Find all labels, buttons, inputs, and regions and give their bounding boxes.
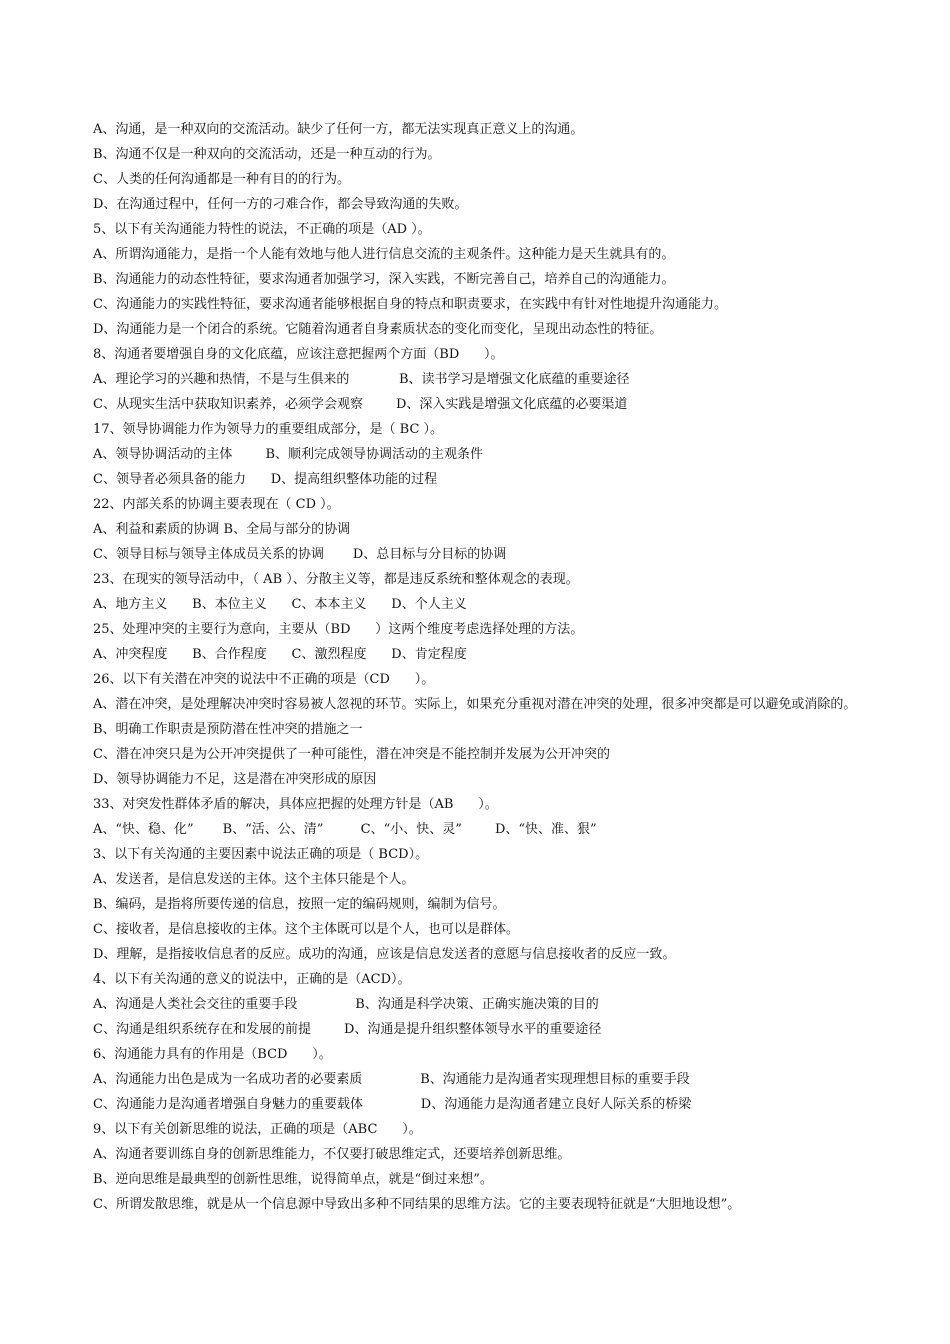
question-line: 8、沟通者要增强自身的文化底蕴，应该注意把握两个方面（BD ）。 bbox=[93, 347, 504, 362]
question-line: 33、对突发性群体矛盾的解决，具体应把握的处理方针是（AB ）。 bbox=[93, 797, 498, 812]
text-line: C、从现实生活中获取知识素养，必须学会观察 D、深入实践是增强文化底蕴的必要渠道 bbox=[93, 397, 628, 412]
text-line: A、所谓沟通能力，是指一个人能有效地与他人进行信息交流的主观条件。这种能力是天生就具有的。 bbox=[93, 247, 675, 262]
text-line: D、理解，是指接收信息者的反应。成功的沟通，应该是信息发送者的意愿与信息接收者的反应一致。 bbox=[93, 947, 676, 962]
text-line: A、沟通，是一种双向的交流活动。缺少了任何一方，都无法实现真正意义上的沟通。 bbox=[93, 122, 584, 137]
text-line: A、理论学习的兴趣和热情，不是与生俱来的 B、读书学习是增强文化底蕴的重要途径 bbox=[93, 372, 630, 387]
text-line: C、沟通是组织系统存在和发展的前提 D、沟通是提升组织整体领导水平的重要途径 bbox=[93, 1022, 602, 1037]
text-line: A、地方主义 B、本位主义 C、本本主义 D、个人主义 bbox=[93, 597, 467, 612]
text-line: C、沟通能力的实践性特征，要求沟通者能够根据自身的特点和职责要求，在实践中有针对性地提升沟通能力。 bbox=[93, 297, 727, 312]
question-line: 22、内部关系的协调主要表现在（ CD ）。 bbox=[93, 497, 340, 512]
text-line: A、利益和素质的协调 B、全局与部分的协调 bbox=[93, 522, 351, 537]
text-line: A、沟通者要训练自身的创新思维能力，不仅要打破思维定式，还要培养创新思维。 bbox=[93, 1147, 571, 1162]
text-line: C、潜在冲突只是为公开冲突提供了一种可能性，潜在冲突是不能控制并发展为公开冲突的 bbox=[93, 747, 610, 762]
text-line: A、沟通能力出色是成为一名成功者的必要素质 B、沟通能力是沟通者实现理想目标的重要手段 bbox=[93, 1072, 690, 1087]
text-line: A、冲突程度 B、合作程度 C、激烈程度 D、肯定程度 bbox=[93, 647, 467, 662]
text-line: A、沟通是人类社会交往的重要手段 B、沟通是科学决策、正确实施决策的目的 bbox=[93, 997, 599, 1012]
question-line: 26、以下有关潜在冲突的说法中不正确的项是（CD ）。 bbox=[93, 672, 435, 687]
text-line: C、领导目标与领导主体成员关系的协调 D、总目标与分目标的协调 bbox=[93, 547, 507, 562]
question-line: 9、以下有关创新思维的说法，正确的项是（ABC ）。 bbox=[93, 1122, 422, 1137]
text-line: C、人类的任何沟通都是一种有目的的行为。 bbox=[93, 172, 350, 187]
question-line: 3、以下有关沟通的主要因素中说法正确的项是（ BCD）。 bbox=[93, 847, 429, 862]
question-line: 6、沟通能力具有的作用是（BCD ）。 bbox=[93, 1047, 332, 1062]
question-line: 4、以下有关沟通的意义的说法中，正确的是（ACD）。 bbox=[93, 972, 411, 987]
text-line: C、领导者必须具备的能力 D、提高组织整体功能的过程 bbox=[93, 472, 438, 487]
text-line: A、发送者，是信息发送的主体。这个主体只能是个人。 bbox=[93, 872, 415, 887]
text-line: C、接收者，是信息接收的主体。这个主体既可以是个人，也可以是群体。 bbox=[93, 922, 519, 937]
text-line: D、在沟通过程中，任何一方的刁难合作，都会导致沟通的失败。 bbox=[93, 197, 468, 212]
text-line: C、所谓发散思维，就是从一个信息源中导致出多种不同结果的思维方法。它的主要表现特征就是“大胆地设想”。 bbox=[93, 1197, 741, 1212]
text-line: D、领导协调能力不足，这是潜在冲突形成的原因 bbox=[93, 772, 377, 787]
question-line: 17、领导协调能力作为领导力的重要组成部分，是（ BC ）。 bbox=[93, 422, 444, 437]
text-line: B、编码，是指将所要传递的信息，按照一定的编码规则，编制为信号。 bbox=[93, 897, 506, 912]
text-line: C、沟通能力是沟通者增强自身魅力的重要载体 D、沟通能力是沟通者建立良好人际关系的桥梁 bbox=[93, 1097, 692, 1112]
text-line: A、领导协调活动的主体 B、顺利完成领导协调活动的主观条件 bbox=[93, 447, 484, 462]
text-line: D、沟通能力是一个闭合的系统。它随着沟通者自身素质状态的变化而变化，呈现出动态性的特征。 bbox=[93, 322, 663, 337]
question-line: 23、在现实的领导活动中，（ AB ）、分散主义等，都是违反系统和整体观念的表现。 bbox=[93, 572, 579, 587]
question-line: 25、处理冲突的主要行为意向，主要从（BD ）这两个维度考虑选择处理的方法。 bbox=[93, 622, 584, 637]
text-line: B、沟通不仅是一种双向的交流活动，还是一种互动的行为。 bbox=[93, 147, 441, 162]
question-line: 5、以下有关沟通能力特性的说法，不正确的项是（AD ）。 bbox=[93, 222, 431, 237]
text-line: B、沟通能力的动态性特征，要求沟通者加强学习，深入实践，不断完善自己，培养自己的沟通能力。 bbox=[93, 272, 675, 287]
text-line: A、“快、稳、化” B、“活、公、清” C、“小、快、灵” D、“快、准、狠” bbox=[93, 822, 597, 837]
text-line: A、潜在冲突，是处理解决冲突时容易被人忽视的环节。实际上，如果充分重视对潜在冲突的处理，很多冲突都是可以避免或消除的。 B、明确工作职责是预防潜在性冲突的措施之一 bbox=[93, 697, 857, 737]
text-line: B、逆向思维是最典型的创新性思维，说得简单点，就是“倒过来想”。 bbox=[93, 1172, 493, 1187]
document-page bbox=[93, 117, 863, 1217]
